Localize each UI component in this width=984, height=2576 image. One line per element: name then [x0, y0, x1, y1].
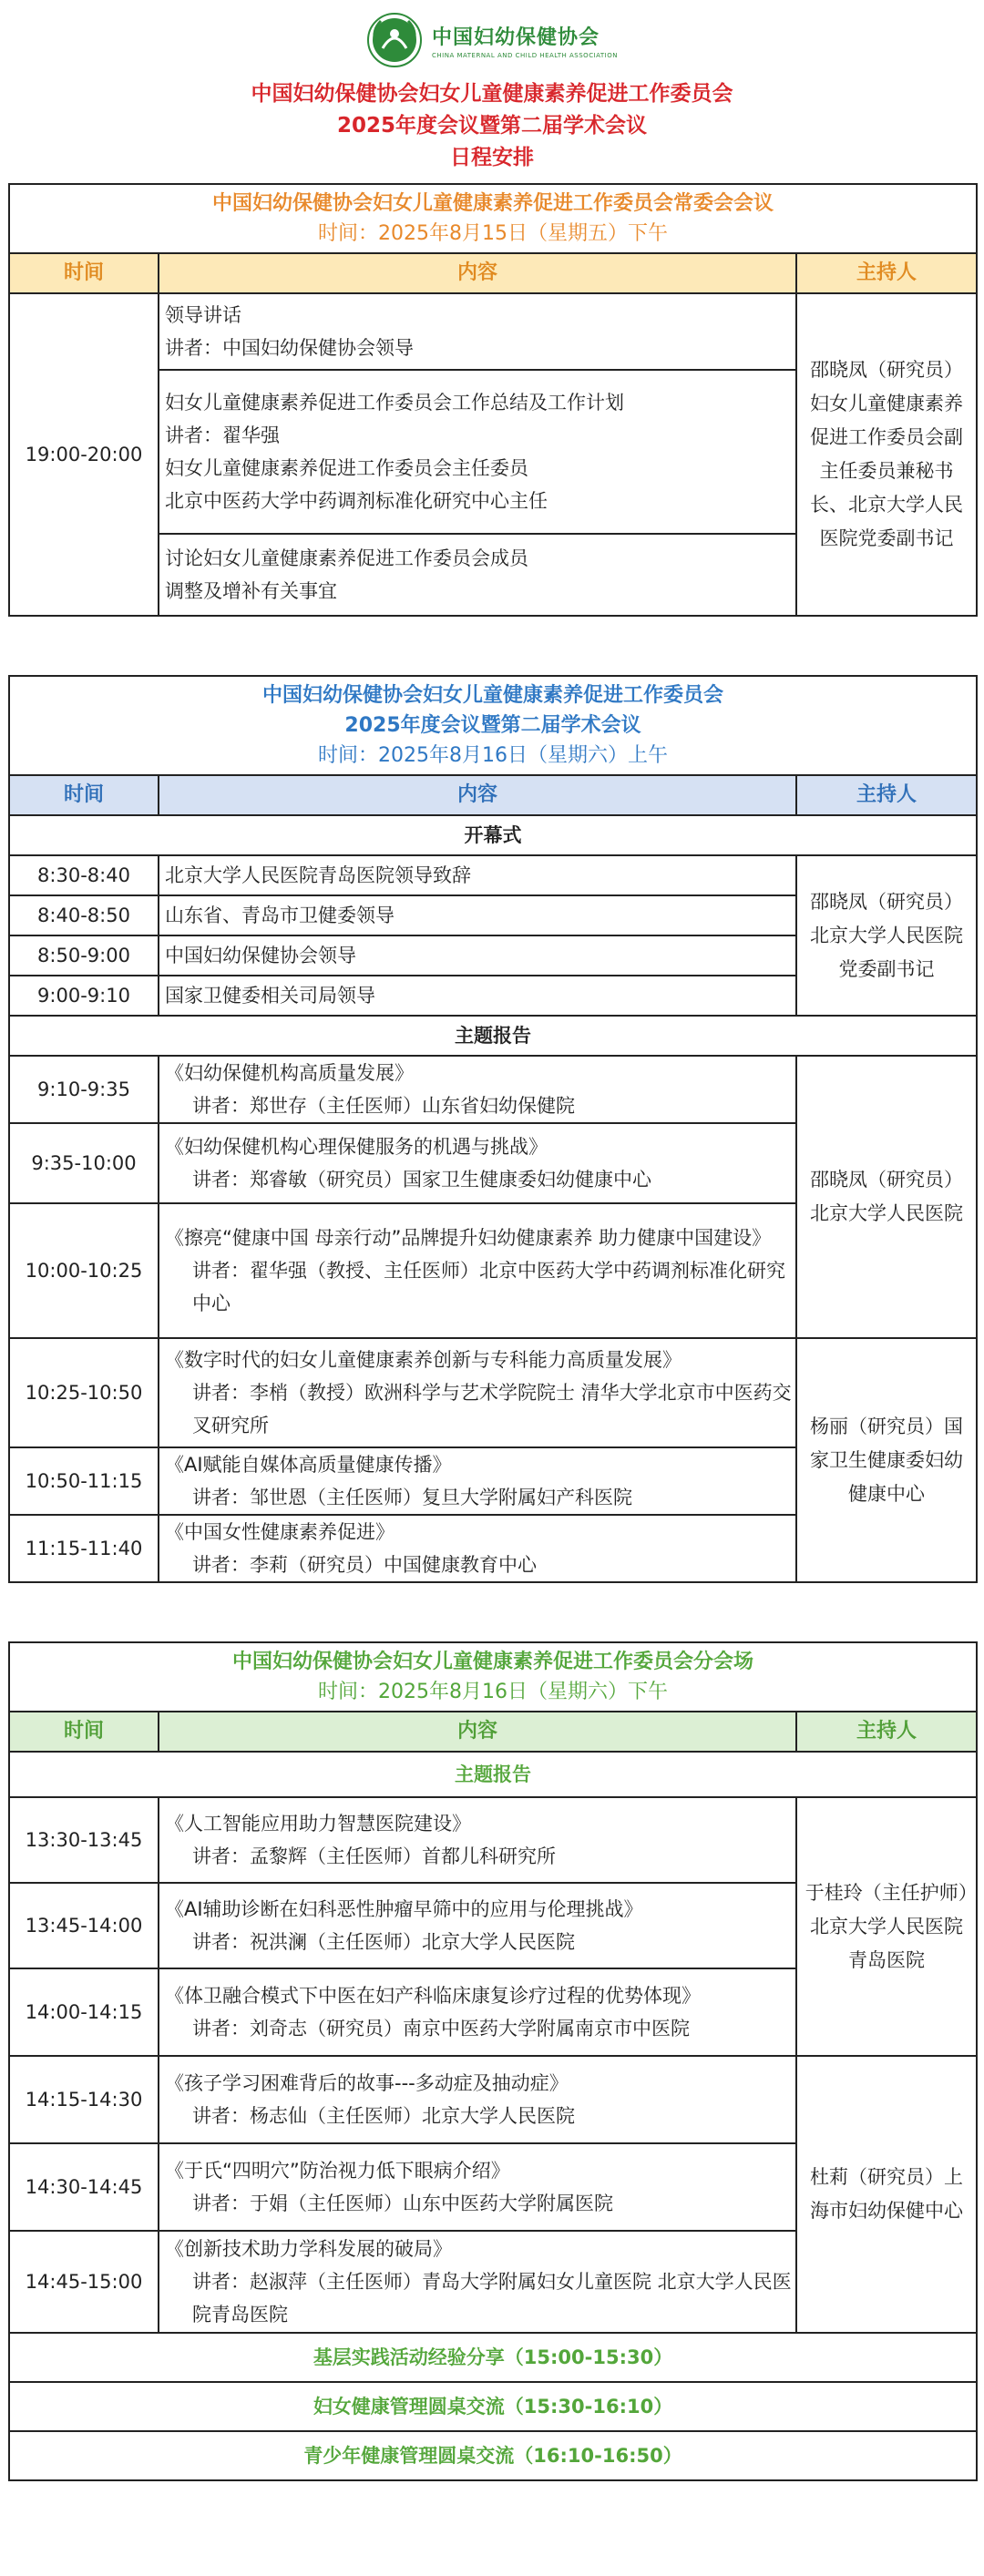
session-time: 19:00-20:00: [9, 293, 159, 616]
talk-title: 《孩子学习困难背后的故事---多动症及抽动症》: [165, 2072, 569, 2094]
header-content: 内容: [159, 253, 796, 293]
schedule-table-standing-committee: [8, 183, 978, 617]
talk-title: 《妇幼保健机构心理保健服务的机遇与挑战》: [165, 1136, 548, 1158]
talk-title: 《AI辅助诊断在妇科恶性肿瘤早筛中的应用与伦理挑战》: [165, 1898, 643, 1920]
page-title-line2: 2025年度会议暨第二届学术会议: [336, 114, 647, 138]
session-time: 14:30-14:45: [9, 2143, 159, 2231]
agenda-line: 北京中医药大学中药调剂标准化研究中心主任: [165, 490, 548, 512]
table-date: 时间：2025年8月16日（星期六）下午: [318, 1681, 668, 1703]
session-time: 8:50-9:00: [9, 935, 159, 976]
table-subtitle: 2025年度会议暨第二届学术会议: [344, 714, 641, 737]
talk-speaker: 讲者：郑睿敏（研究员）国家卫生健康委妇幼健康中心: [192, 1169, 651, 1191]
talk-speaker: 讲者：邹世恩（主任医师）复旦大学附属妇产科医院: [192, 1487, 632, 1508]
agenda-line: 讲者：中国妇幼保健协会领导: [165, 337, 414, 359]
session-time: 14:15-14:30: [9, 2056, 159, 2143]
talk-title: 《擦亮“健康中国 母亲行动”品牌提升妇幼健康素养 助力健康中国建设》: [165, 1227, 772, 1249]
association-emblem-icon: [366, 12, 423, 68]
header-time: 时间: [9, 253, 159, 293]
talk-item: [159, 1338, 796, 1447]
talk-item: [159, 1123, 796, 1203]
talk-speaker: 讲者：杨志仙（主任医师）北京大学人民医院: [192, 2105, 575, 2127]
session-time: 13:45-14:00: [9, 1883, 159, 1968]
header-content: 内容: [159, 1712, 796, 1752]
agenda-item: 山东省、青岛市卫健委领导: [159, 895, 796, 935]
talk-item: [159, 1056, 796, 1123]
talk-item: [159, 2056, 796, 2143]
talk-item: [159, 1447, 796, 1515]
logo-name-cn: 中国妇幼保健协会: [432, 26, 600, 49]
talk-speaker: 讲者：于娟（主任医师）山东中医药大学附属医院: [192, 2193, 613, 2214]
agenda-line: 领导讲话: [165, 304, 241, 326]
talk-speaker: 讲者：李梢（教授）欧洲科学与艺术学院院士 清华大学北京市中医药交叉研究所: [192, 1382, 792, 1436]
session-time: 9:10-9:35: [9, 1056, 159, 1123]
session-time: 9:00-9:10: [9, 976, 159, 1016]
session-host: 于桂玲（主任护师）北京大学人民医院青岛医院: [796, 1797, 977, 2056]
talk-speaker: 讲者：祝洪澜（主任医师）北京大学人民医院: [192, 1931, 575, 1953]
session-host: 邵晓凤（研究员）北京大学人民医院: [796, 1056, 977, 1338]
talk-title: 《AI赋能自媒体高质量健康传播》: [165, 1454, 452, 1476]
session-time: 13:30-13:45: [9, 1797, 159, 1883]
talk-item: [159, 1203, 796, 1338]
section-keynote: 主题报告: [9, 1752, 977, 1797]
session-host: 邵晓凤（研究员）妇女儿童健康素养促进工作委员会副主任委员兼秘书长、北京大学人民医院党委副书记: [796, 293, 977, 616]
header-content: 内容: [159, 775, 796, 815]
talk-speaker: 讲者：孟黎辉（主任医师）首都儿科研究所: [192, 1845, 556, 1867]
association-logo: [0, 9, 984, 71]
table-date: 时间：2025年8月16日（星期六）上午: [318, 744, 668, 767]
table-caption: [9, 676, 977, 775]
section-opening: 开幕式: [9, 815, 977, 855]
header-host: 主持人: [796, 253, 977, 293]
section-keynote: 主题报告: [9, 1016, 977, 1056]
header-host: 主持人: [796, 775, 977, 815]
talk-speaker: 讲者：刘奇志（研究员）南京中医药大学附属南京市中医院: [192, 2018, 690, 2039]
agenda-item: [159, 370, 796, 534]
table-title: 中国妇幼保健协会妇女儿童健康素养促进工作委员会分会场: [232, 1651, 754, 1673]
session-time: 14:00-14:15: [9, 1968, 159, 2056]
header-time: 时间: [9, 1712, 159, 1752]
session-time: 9:35-10:00: [9, 1123, 159, 1203]
talk-title: 《妇幼保健机构高质量发展》: [165, 1062, 414, 1084]
agenda-item: [159, 534, 796, 616]
talk-title: 《于氏“四明穴”防治视力低下眼病介绍》: [165, 2160, 510, 2182]
session-time: 14:45-15:00: [9, 2231, 159, 2333]
session-host: 邵晓凤（研究员）北京大学人民医院党委副书记: [796, 855, 977, 1016]
page-title-line1: 中国妇幼保健协会妇女儿童健康素养促进工作委员会: [251, 82, 733, 106]
session-time: 8:40-8:50: [9, 895, 159, 935]
talk-title: 《人工智能应用助力智慧医院建设》: [165, 1813, 471, 1835]
talk-title: 《数字时代的妇女儿童健康素养创新与专科能力高质量发展》: [165, 1349, 682, 1371]
talk-item: [159, 1797, 796, 1883]
agenda-item: 中国妇幼保健协会领导: [159, 935, 796, 976]
agenda-item: 北京大学人民医院青岛医院领导致辞: [159, 855, 796, 895]
talk-title: 《体卫融合模式下中医在妇产科临床康复诊疗过程的优势体现》: [165, 1985, 701, 2007]
session-time: 11:15-11:40: [9, 1515, 159, 1582]
talk-item: [159, 1883, 796, 1968]
logo-name-en: CHINA MATERNAL AND CHILD HEALTH ASSOCIATION: [432, 51, 618, 59]
talk-speaker: 讲者：赵淑萍（主任医师）青岛大学附属妇女儿童医院 北京大学人民医院青岛医院: [192, 2271, 792, 2326]
talk-item: [159, 2231, 796, 2333]
closing-session: 青少年健康管理圆桌交流（16:10-16:50）: [9, 2431, 977, 2480]
table-caption: [9, 184, 977, 253]
schedule-table-morning: [8, 675, 978, 1583]
header-host: 主持人: [796, 1712, 977, 1752]
agenda-line: 讨论妇女儿童健康素养促进工作委员会成员: [165, 547, 528, 569]
session-time: 10:50-11:15: [9, 1447, 159, 1515]
closing-session: 妇女健康管理圆桌交流（15:30-16:10）: [9, 2382, 977, 2431]
agenda-line: 讲者：翟华强: [165, 424, 280, 446]
session-time: 10:25-10:50: [9, 1338, 159, 1447]
talk-title: 《创新技术助力学科发展的破局》: [165, 2238, 452, 2260]
table-date: 时间：2025年8月15日（星期五）下午: [318, 222, 668, 245]
session-host: 杨丽（研究员）国家卫生健康委妇幼健康中心: [796, 1338, 977, 1582]
page-title-line3: 日程安排: [450, 146, 534, 169]
schedule-table-afternoon-branch: [8, 1641, 978, 2481]
table-title: 中国妇幼保健协会妇女儿童健康素养促进工作委员会常委会会议: [212, 192, 774, 215]
page-header: [0, 0, 984, 174]
talk-item: [159, 1968, 796, 2056]
talk-item: [159, 2143, 796, 2231]
agenda-line: 调整及增补有关事宜: [165, 580, 337, 602]
talk-title: 《中国女性健康素养促进》: [165, 1521, 395, 1543]
table-caption: [9, 1642, 977, 1712]
agenda-item: 国家卫健委相关司局领导: [159, 976, 796, 1016]
session-time: 8:30-8:40: [9, 855, 159, 895]
session-host: 杜莉（研究员）上海市妇幼保健中心: [796, 2056, 977, 2333]
closing-session: 基层实践活动经验分享（15:00-15:30）: [9, 2333, 977, 2382]
session-time: 10:00-10:25: [9, 1203, 159, 1338]
talk-speaker: 讲者：翟华强（教授、主任医师）北京中医药大学中药调剂标准化研究中心: [192, 1260, 785, 1314]
agenda-line: 妇女儿童健康素养促进工作委员会主任委员: [165, 457, 528, 479]
talk-item: [159, 1515, 796, 1582]
agenda-item: [159, 293, 796, 370]
header-time: 时间: [9, 775, 159, 815]
table-title: 中国妇幼保健协会妇女儿童健康素养促进工作委员会: [262, 684, 724, 707]
talk-speaker: 讲者：李莉（研究员）中国健康教育中心: [192, 1554, 537, 1576]
agenda-line: 妇女儿童健康素养促进工作委员会工作总结及工作计划: [165, 392, 624, 414]
talk-speaker: 讲者：郑世存（主任医师）山东省妇幼保健院: [192, 1095, 575, 1117]
